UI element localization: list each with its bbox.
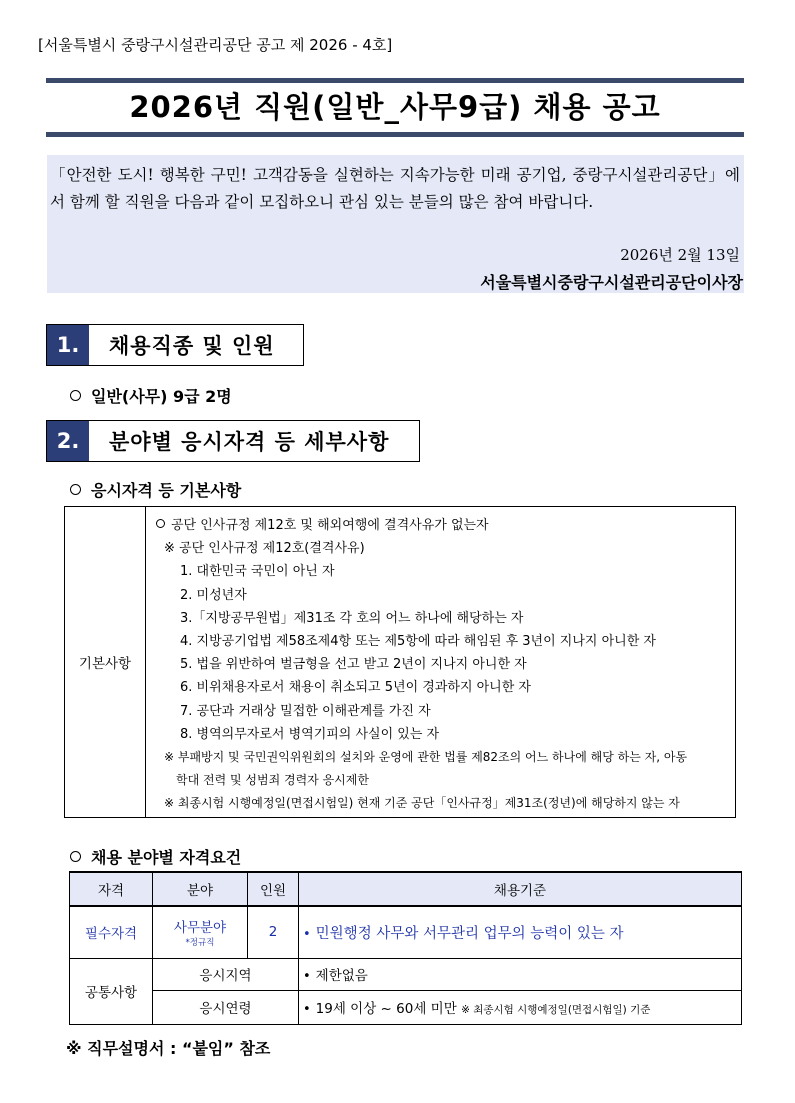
requirements-table bbox=[69, 871, 742, 1025]
header-field: 분야 bbox=[153, 872, 248, 906]
section-1-item-text: 일반(사무) 9급 2명 bbox=[91, 387, 232, 406]
basic-title bbox=[70, 478, 241, 501]
region-label: 응시지역 bbox=[153, 958, 299, 990]
age-value: 19세 이상 ~ 60세 미만 bbox=[315, 1001, 457, 1017]
basic-line bbox=[156, 514, 729, 537]
basic-line: 7. 공단과 거래상 밀접한 이해관계를 가진 자 bbox=[180, 703, 431, 719]
required-count: 2 bbox=[248, 906, 299, 958]
section-1-item bbox=[70, 384, 232, 407]
required-field: 사무분야 bbox=[173, 920, 227, 937]
required-field-cell bbox=[153, 906, 248, 958]
basic-line: ※ 공단 인사규정 제12호(결격사유) bbox=[164, 541, 365, 557]
circle-bullet-icon bbox=[156, 519, 165, 528]
circle-bullet-icon bbox=[70, 851, 81, 862]
region-value: 제한없음 bbox=[315, 968, 368, 984]
header-qual: 자격 bbox=[70, 872, 153, 906]
intro-text: 「안전한 도시! 행복한 구민! 고객감동을 실현하는 지속가능한 미래 공기업, 중랑구시설관리공단」에서 함께 할 직원을 다음과 같이 모집하오니 관심 있는 분들의 많은 참여 바랍니다. bbox=[50, 166, 740, 211]
table-row bbox=[70, 958, 742, 990]
bullet-dot-icon: • bbox=[303, 1002, 311, 1017]
common-qual: 공통사항 bbox=[70, 958, 153, 1024]
basic-line: 학대 전력 및 성범죄 경력자 응시제한 bbox=[176, 773, 369, 788]
basic-line: 4. 지방공기업법 제58조제4항 또는 제5항에 따라 해임된 후 3년이 지나지 아니한 자 bbox=[180, 634, 656, 650]
footnote: ※ 직무설명서 : “붙임” 참조 bbox=[66, 1039, 271, 1058]
required-criteria-cell bbox=[299, 906, 742, 958]
section-2-number: 2. bbox=[47, 421, 89, 461]
table-header-row bbox=[70, 872, 742, 906]
page-title: 2026년 직원(일반_사무9급) 채용 공고 bbox=[129, 90, 661, 124]
notice-date: 2026년 2월 13일 bbox=[620, 246, 740, 264]
basic-body bbox=[146, 507, 735, 817]
req-title bbox=[70, 845, 241, 868]
age-note: ※ 최종시험 시행예정일(면접시험일) 기준 bbox=[461, 1004, 651, 1016]
notice-reference: [서울특별시 중랑구시설관리공단 공고 제 2026 - 4호] bbox=[38, 36, 393, 54]
age-label: 응시연령 bbox=[153, 990, 299, 1024]
bullet-dot-icon: • bbox=[303, 969, 311, 984]
basic-header: 기본사항 bbox=[65, 507, 146, 817]
age-value-cell bbox=[299, 990, 742, 1024]
basic-line: 8. 병역의무자로서 병역기피의 사실이 있는 자 bbox=[180, 726, 440, 742]
signer: 서울특별시중랑구시설관리공단이사장 bbox=[480, 273, 743, 292]
basic-line: 2. 미성년자 bbox=[180, 587, 247, 603]
title-top-rule bbox=[46, 78, 744, 83]
header-criteria: 채용기준 bbox=[299, 872, 742, 906]
basic-line: 3.「지방공무원법」제31조 각 호의 어느 하나에 해당하는 자 bbox=[180, 610, 524, 626]
section-1-header bbox=[46, 324, 304, 366]
title-bottom-rule bbox=[46, 132, 744, 137]
header-count: 인원 bbox=[248, 872, 299, 906]
req-title-text: 채용 분야별 자격요건 bbox=[91, 848, 242, 867]
section-1-number: 1. bbox=[47, 325, 89, 365]
basic-requirements-box bbox=[64, 506, 736, 818]
section-2-label: 분야별 응시자격 등 세부사항 bbox=[109, 430, 390, 454]
region-value-cell bbox=[299, 958, 742, 990]
basic-line: 5. 법을 위반하여 벌금형을 선고 받고 2년이 지나지 아니한 자 bbox=[180, 657, 527, 673]
table-row bbox=[70, 906, 742, 958]
basic-title-text: 응시자격 등 기본사항 bbox=[91, 481, 242, 500]
basic-line: ※ 최종시험 시행예정일(면접시험일) 현재 기준 공단「인사규정」제31조(정년)에 해당하지 않는 자 bbox=[164, 796, 680, 811]
circle-bullet-icon bbox=[70, 390, 81, 401]
bullet-dot-icon: • bbox=[303, 926, 311, 942]
section-1-label: 채용직종 및 인원 bbox=[109, 334, 275, 358]
table-row bbox=[70, 990, 742, 1024]
basic-line-text: 공단 인사규정 제12호 및 해외여행에 결격사유가 없는자 bbox=[171, 518, 489, 533]
required-field-note: *정규직 bbox=[185, 938, 215, 949]
basic-line: 6. 비위채용자로서 채용이 취소되고 5년이 경과하지 아니한 자 bbox=[180, 680, 531, 696]
circle-bullet-icon bbox=[70, 484, 81, 495]
basic-line: 1. 대한민국 국민이 아닌 자 bbox=[180, 564, 335, 580]
section-2-header bbox=[46, 420, 420, 462]
required-criteria: 민원행정 사무와 서무관리 업무의 능력이 있는 자 bbox=[315, 925, 624, 942]
basic-line: ※ 부패방지 및 국민권익위원회의 설치와 운영에 관한 법률 제82조의 어느 하나에 해당 하는 자, 아동 bbox=[164, 750, 688, 765]
required-qual: 필수자격 bbox=[70, 906, 153, 958]
